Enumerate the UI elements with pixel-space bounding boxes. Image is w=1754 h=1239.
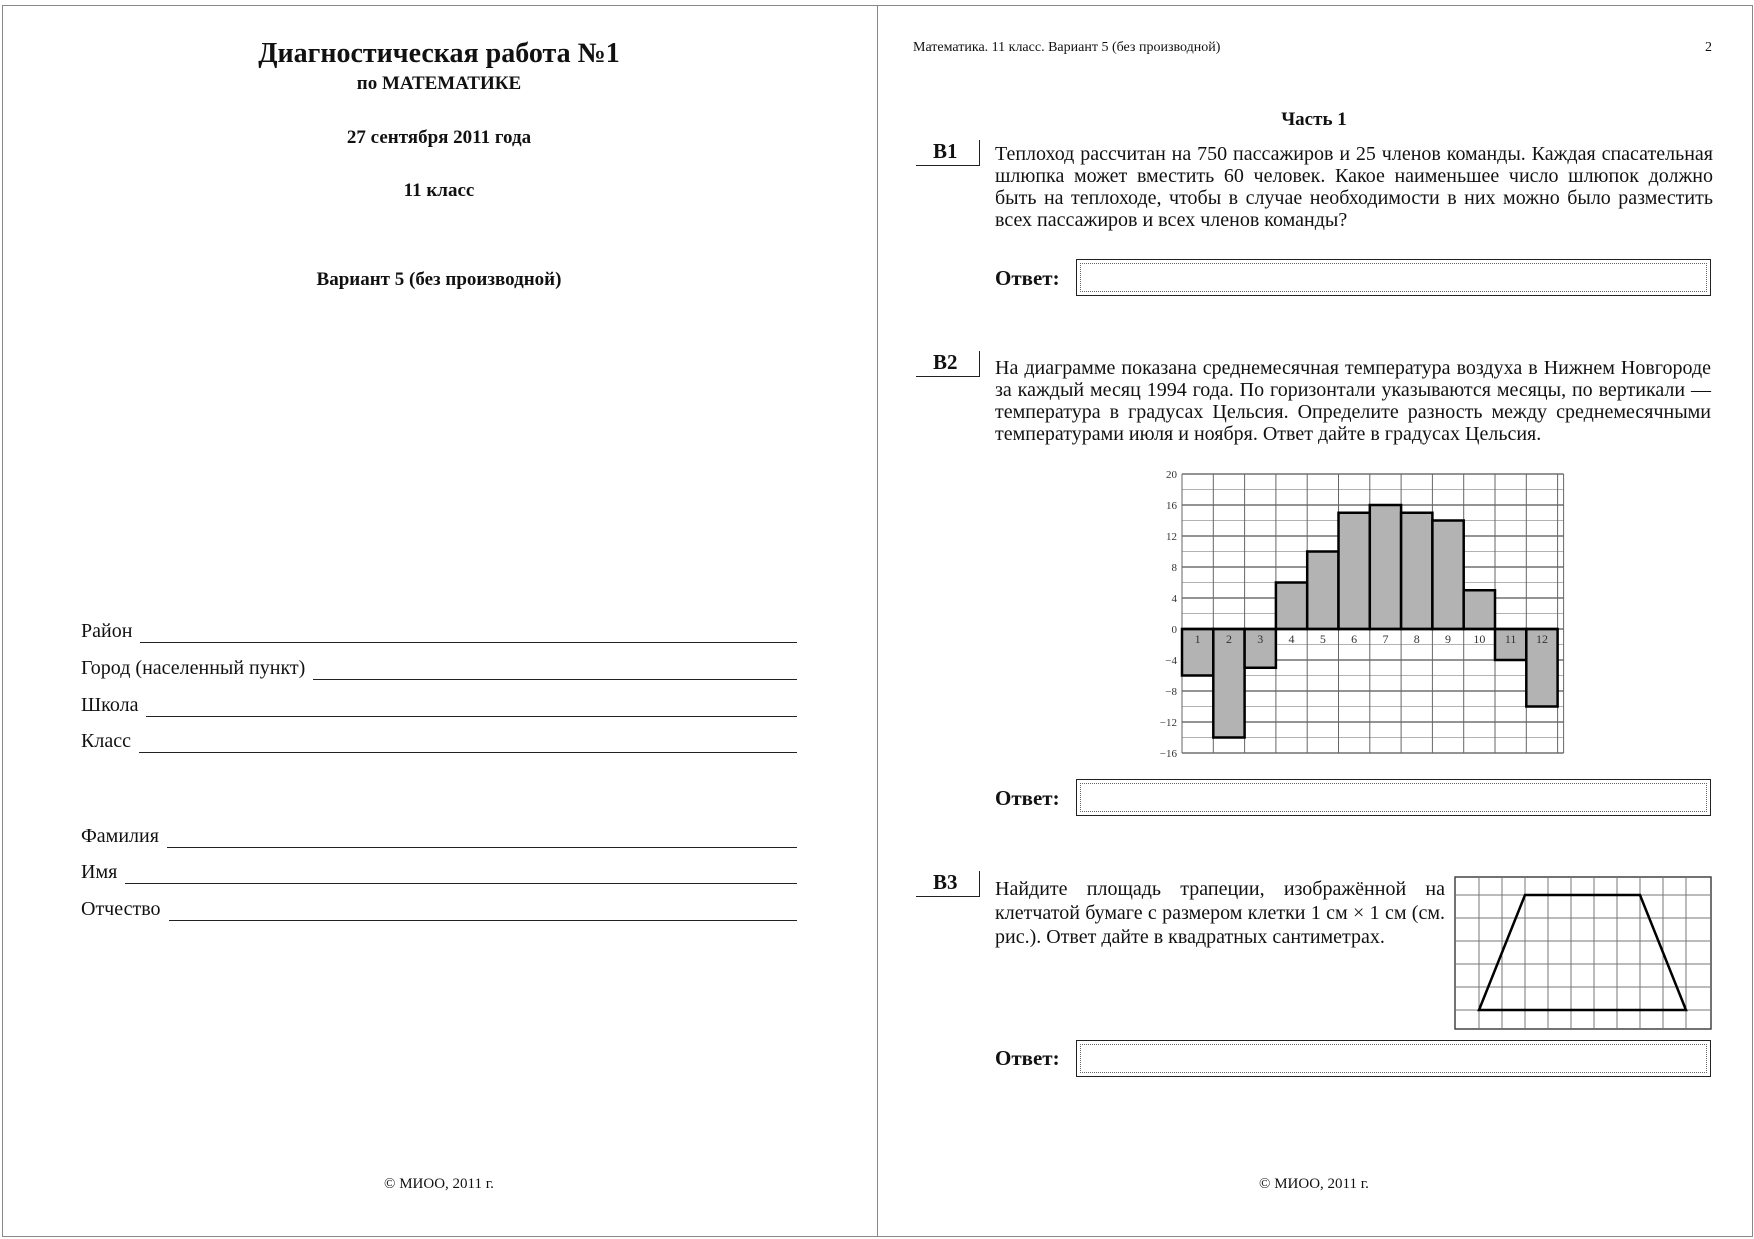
y-tick-label: −12 xyxy=(1159,717,1177,729)
variant: Вариант 5 (без производной) xyxy=(316,269,562,290)
grid-border xyxy=(1455,877,1711,1029)
x-tick-label: 4 xyxy=(1288,632,1295,646)
answer-label: Ответ: xyxy=(995,1046,1060,1070)
field-school[interactable] xyxy=(81,693,797,717)
input-line[interactable] xyxy=(169,900,797,921)
temperature-chart xyxy=(1140,464,1570,764)
field-surname[interactable] xyxy=(81,824,797,848)
y-tick-label: −4 xyxy=(1165,655,1177,667)
field-label: Имя xyxy=(81,861,118,883)
running-header: Математика. 11 класс. Вариант 5 (без производной) xyxy=(913,40,1221,55)
answer-label: Ответ: xyxy=(995,266,1060,290)
x-tick-label: 2 xyxy=(1225,632,1232,646)
answer-box-b2[interactable] xyxy=(1076,779,1711,816)
question-label-b1: B1 xyxy=(916,140,980,166)
x-tick-label: 12 xyxy=(1535,632,1548,646)
bar-9 xyxy=(1432,521,1463,630)
x-tick-label: 8 xyxy=(1413,632,1420,646)
y-tick-label: 16 xyxy=(1166,500,1177,512)
input-line[interactable] xyxy=(313,659,797,680)
input-line[interactable] xyxy=(146,696,797,717)
x-tick-label: 6 xyxy=(1351,632,1358,646)
x-tick-label: 5 xyxy=(1319,632,1326,646)
y-tick-label: 12 xyxy=(1166,531,1177,543)
field-label: Район xyxy=(81,620,133,642)
answer-box-b3[interactable] xyxy=(1076,1040,1711,1077)
footer-copyright: © МИОО, 2011 г. xyxy=(1259,1176,1369,1192)
field-name[interactable] xyxy=(81,860,797,884)
exam-date: 27 сентября 2011 года xyxy=(346,127,532,148)
answer-box-b1[interactable] xyxy=(1076,259,1711,296)
x-tick-label: 7 xyxy=(1382,632,1389,646)
y-tick-label: −8 xyxy=(1165,686,1177,698)
field-class[interactable] xyxy=(81,729,797,753)
question-label-b3: B3 xyxy=(916,871,980,897)
subtitle: по МАТЕМАТИКЕ xyxy=(356,73,522,94)
grade: 11 класс xyxy=(403,180,475,201)
page-number: 2 xyxy=(1705,40,1712,55)
x-tick-label: 11 xyxy=(1504,632,1517,646)
input-line[interactable] xyxy=(139,732,797,753)
x-tick-label: 3 xyxy=(1257,632,1264,646)
x-tick-label: 9 xyxy=(1445,632,1452,646)
question-text-b1: Теплоход рассчитан на 750 пассажиров и 25 членов команды. Каждая спасательная шлюпка может вместить 60 человек. Какое наименьшее число шлюпок должно быть на теплоходе, чтобы в случае необходимости в них можно было разместить всех пассажиров и всех членов команды? xyxy=(995,143,1713,231)
part-heading: Часть 1 xyxy=(1281,109,1347,130)
footer-copyright: © МИОО, 2011 г. xyxy=(384,1176,494,1192)
field-label: Отчество xyxy=(81,898,161,920)
bar-5 xyxy=(1307,552,1338,630)
x-tick-label: 1 xyxy=(1194,632,1201,646)
field-patronymic[interactable] xyxy=(81,897,797,921)
input-line[interactable] xyxy=(125,863,797,884)
y-tick-label: 0 xyxy=(1171,624,1177,636)
x-tick-label: 10 xyxy=(1473,632,1486,646)
y-tick-label: 8 xyxy=(1171,562,1177,574)
field-label: Класс xyxy=(81,730,131,752)
field-city[interactable] xyxy=(81,656,797,680)
input-line[interactable] xyxy=(167,827,797,848)
field-district[interactable] xyxy=(81,619,797,643)
question-label-b2: B2 xyxy=(916,351,980,377)
y-tick-label: 4 xyxy=(1171,593,1177,605)
bar-8 xyxy=(1401,513,1432,629)
y-tick-label: −16 xyxy=(1159,748,1177,760)
field-label: Фамилия xyxy=(81,825,159,847)
bar-6 xyxy=(1339,513,1370,629)
field-label: Город (населенный пункт) xyxy=(81,657,306,679)
answer-label: Ответ: xyxy=(995,786,1060,810)
question-text-b3: Найдите площадь трапеции, изображённой на клетчатой бумаге с размером клетки 1 см × 1 см (см. рис.). Ответ дайте в квадратных сантиметрах. xyxy=(995,878,1445,948)
y-tick-label: 20 xyxy=(1166,469,1177,481)
field-label: Школа xyxy=(81,694,139,716)
bar-10 xyxy=(1464,590,1495,629)
trapezoid-shape xyxy=(1479,895,1686,1010)
bar-7 xyxy=(1370,505,1401,629)
question-text-b2: На диаграмме показана среднемесячная температура воздуха в Нижнем Новгороде за каждый месяц 1994 года. По горизонтали указываются месяцы, по вертикали — температура в градусах Цельсия. Определите разность между среднемесячными температурами июля и ноября. Ответ дайте в градусах Цельсия. xyxy=(995,357,1711,445)
page-title: Диагностическая работа №1 xyxy=(258,38,620,69)
trapezoid-figure xyxy=(1454,876,1712,1030)
input-line[interactable] xyxy=(140,622,797,643)
bar-4 xyxy=(1276,583,1307,630)
